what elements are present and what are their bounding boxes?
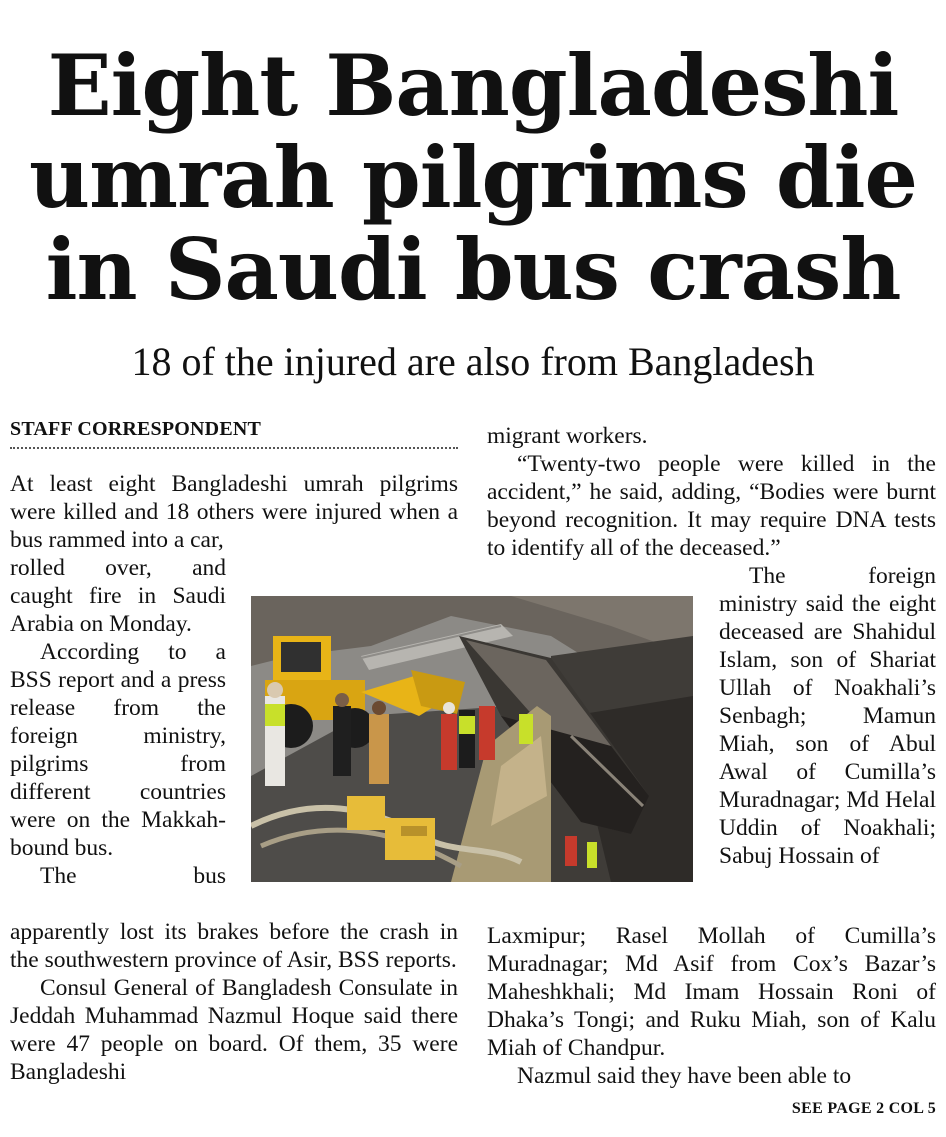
continuation-note: SEE PAGE 2 COL 5 [791, 1100, 936, 1117]
headline-line-3: in Saudi bus crash [45, 220, 901, 319]
headline-line-2: umrah pilgrims die [29, 128, 917, 227]
byline: STAFF CORRESPONDENT [10, 418, 458, 449]
article-right-narrow: The foreign ministry said the eight deceased are Shahidul Islam, son of Shariat Ullah of Noakhali’s Senbagh; Mamun Miah, son of Abul Awal of Cumilla’s Muradnagar; Md Helal Uddin of Noakhali; Sabuj Hossain of [719, 563, 936, 869]
article-left-bottom: apparently lost its brakes before the crash in the southwestern province of Asir, BSS reports. Consul General of Bangladesh Consulate in Jeddah Muhammad Nazmul Hoque said there were 47 people on board. Of them, 35 were Bangladeshi [10, 919, 458, 1085]
subheadline: 18 of the injured are also from Bangladesh [131, 339, 815, 384]
article-left-narrow: rolled over, and caught fire in Saudi Arabia on Monday. According to a BSS report and a press release from the foreign ministry, pilgrims from different countries were on the Makkah-bound bus. The bus [10, 555, 226, 889]
crash-scene-illustration [251, 596, 693, 882]
crash-scene-photo [251, 596, 693, 882]
article-intro-wide: At least eight Bangladeshi umrah pilgrims were killed and 18 others were injured when a bus rammed into a car, [10, 471, 458, 553]
jerry-can-1 [347, 796, 385, 830]
article-right-top: migrant workers. “Twenty-two people were killed in the accident,” he said, adding, “Bodies were burnt beyond recognition. It may require DNA tests to identify all of the deceased.” [487, 423, 936, 561]
headline [0, 36, 946, 319]
jerry-can-2 [385, 818, 435, 860]
article-right-bottom: Laxmipur; Rasel Mollah of Cumilla’s Muradnagar; Md Asif from Cox’s Bazar’s Maheshkhali; Md Imam Hossain Roni of Dhaka’s Tongi; and Ruku Miah, son of Kalu Miah of Chandpur. Nazmul said they have been able to [487, 923, 936, 1089]
headline-line-1: Eight Bangladeshi [47, 36, 899, 135]
